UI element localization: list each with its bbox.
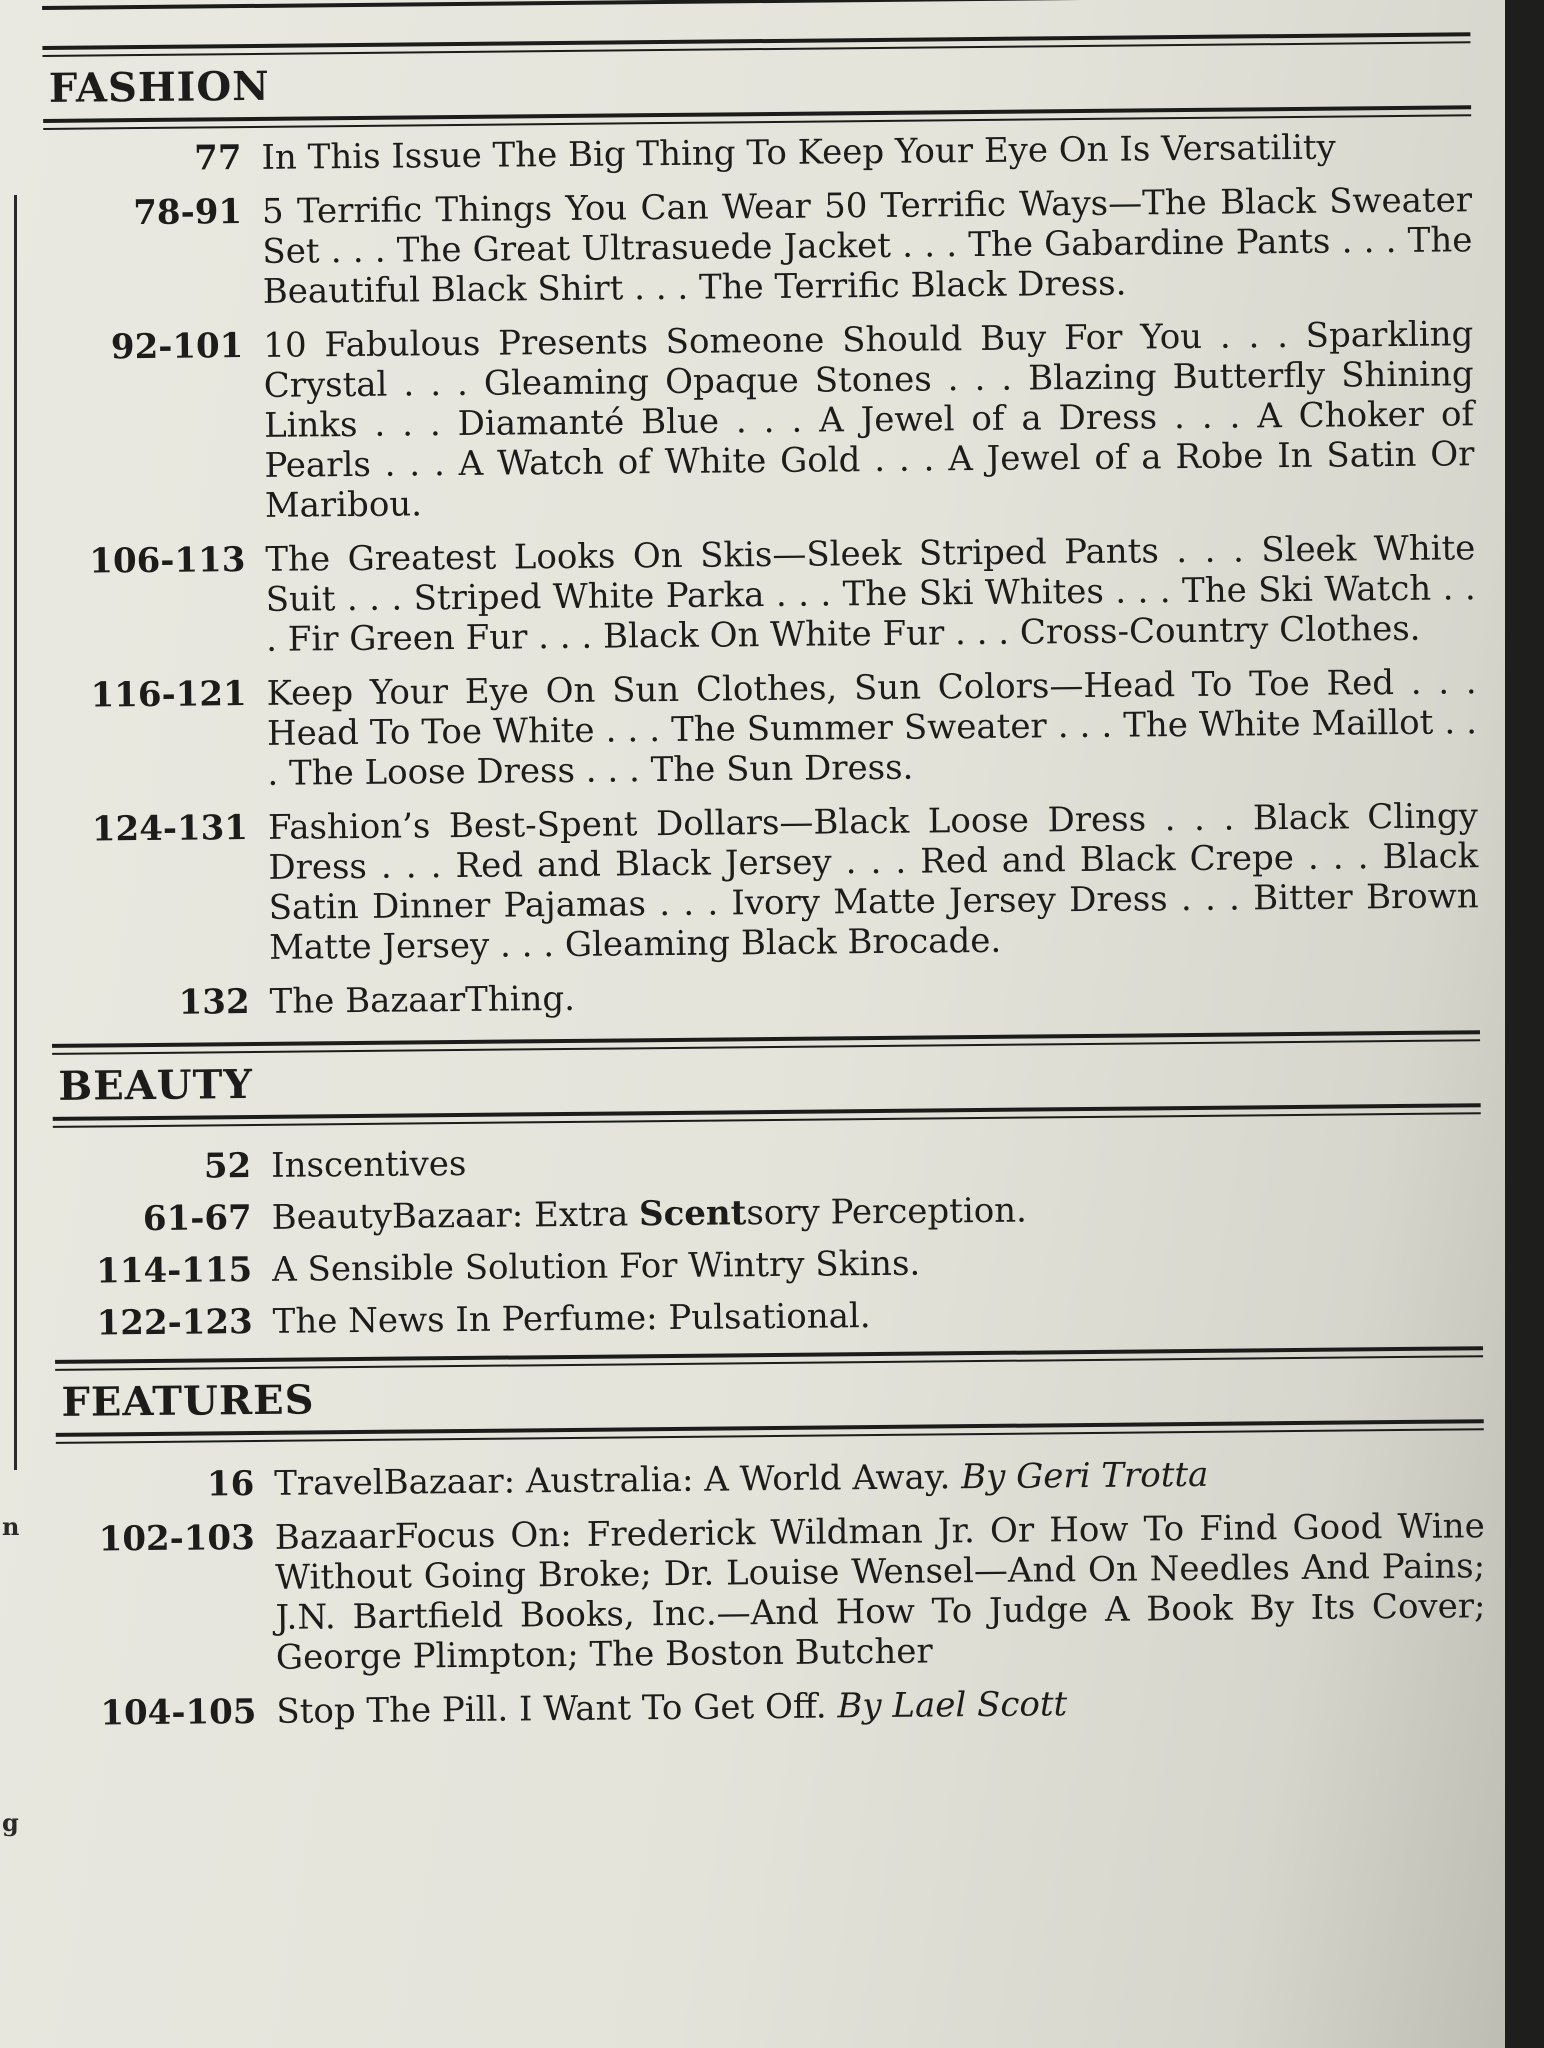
entry-title: BazaarFocus On: Frederick Wildman Jr. Or How To Find Good Wine Without Going Broke; Dr. Louise Wensel—And On Needles And Pains; J.N. Bartfield Books, Inc.—And How To Judge A Book By Its Cover; George Plimpton; The Boston Butcher: [274, 1506, 1486, 1678]
toc-entry: [54, 1452, 1484, 1506]
toc-entry: [45, 528, 1476, 662]
page-number: 78-91: [133, 192, 243, 234]
page-number: 104-105: [100, 1692, 257, 1734]
left-column-edge: [0, 195, 17, 1470]
toc-entry: [48, 796, 1479, 970]
toc-entry: [55, 1506, 1486, 1680]
toc-entry: [53, 1290, 1483, 1344]
toc-entry: [49, 970, 1479, 1024]
entry-title: [274, 1452, 1484, 1504]
entry-title-emphasis: Scent: [638, 1193, 747, 1235]
page-number: 132: [178, 982, 250, 1023]
entry-title: The News In Perfume: Pulsational.: [272, 1296, 871, 1342]
page-number: 102-103: [98, 1518, 255, 1560]
features-entries: [54, 1430, 1487, 1734]
section-fashion: [40, 32, 1479, 1024]
entry-title-part: TravelBazaar: Australia: A World Away.: [274, 1457, 951, 1504]
margin-fragment-1: n: [2, 1512, 20, 1541]
entry-title: 10 Fabulous Presents Someone Should Buy For You . . . Sparkling Crystal . . . Gleaming Opaque Stones . . . Blazing Butterfly Shining Links . . . Diamanté Blue . . . A Jewel of a Dress . . . A Choker of Pearls . . . A Watch of White Gold . . . A Jewel of a Robe In Satin Or Maribou.: [263, 314, 1475, 526]
section-title-beauty: BEAUTY: [58, 1061, 254, 1110]
page-number: 122-123: [96, 1302, 253, 1344]
page-number: 92-101: [110, 326, 244, 368]
section-title-features: FEATURES: [61, 1376, 315, 1426]
byline: By Lael Scott: [837, 1684, 1068, 1727]
section-title-fashion: FASHION: [48, 62, 270, 112]
entry-title: The Greatest Looks On Skis—Sleek Striped Pants . . . Sleek White Suit . . . Striped White Parka . . . The Ski Whites . . . The Ski Watch . . . Fir Green Fur . . . Black On White Fur . . . Cross-Country Clothes.: [265, 528, 1476, 660]
fashion-entries: [41, 116, 1480, 1024]
contents-column: [40, 0, 1487, 1748]
entry-title-part: BeautyBazaar: Extra: [271, 1194, 640, 1238]
page-number: 52: [203, 1146, 252, 1187]
entry-title: A Sensible Solution For Wintry Skins.: [272, 1243, 921, 1290]
entry-title: Keep Your Eye On Sun Clothes, Sun Colors—Head To Toe Red . . . Head To Toe White . . . The Summer Sweater . . . The White Maillot . . . The Loose Dress . . . The Sun Dress.: [266, 662, 1478, 794]
toc-entry: [41, 126, 1471, 180]
entry-title: The BazaarThing.: [269, 978, 576, 1022]
toc-entry: [52, 1186, 1482, 1240]
beauty-entries: [51, 1114, 1483, 1344]
toc-entry: [43, 314, 1475, 528]
page-number: 77: [194, 138, 242, 179]
toc-entry: [51, 1134, 1481, 1188]
page-number: 16: [206, 1464, 255, 1505]
top-rule: [42, 0, 1470, 10]
entry-title: 5 Terrific Things You Can Wear 50 Terrific Ways—The Black Sweater Set . . . The Great Ultrasuede Jacket . . . The Gabardine Pants . . . The Beautiful Black Shirt . . . The Terrific Black Dress.: [261, 180, 1473, 312]
toc-entry: [52, 1238, 1482, 1292]
toc-entry: [46, 662, 1477, 796]
toc-entry: [56, 1680, 1486, 1734]
page-number: 106-113: [89, 540, 246, 582]
byline: By Geri Trotta: [960, 1454, 1209, 1498]
page-number: 61-67: [142, 1198, 252, 1240]
margin-fragment-2: g: [2, 1808, 19, 1837]
entry-title: Fashion’s Best-Spent Dollars—Black Loose Dress . . . Black Clingy Dress . . . Red and Black Jersey . . . Red and Black Crepe . . . Black Satin Dinner Pajamas . . . Ivory Matte Jersey Dress . . . Bitter Brown Matte Jersey . . . Gleaming Black Brocade.: [267, 796, 1479, 968]
entry-title: [272, 1186, 1482, 1238]
page-number: 124-131: [91, 808, 249, 850]
section-features: [53, 1346, 1487, 1734]
entry-title-part: sory Perception.: [746, 1190, 1028, 1234]
entry-title: In This Issue The Big Thing To Keep Your Eye On Is Versatility: [261, 127, 1336, 178]
entry-title: [276, 1680, 1486, 1732]
toc-entry: [42, 180, 1473, 314]
section-beauty: [50, 1030, 1483, 1344]
entry-title: Inscentives: [271, 1143, 467, 1186]
entry-title-part: Stop The Pill. I Want To Get Off.: [276, 1686, 827, 1732]
page-number: 114-115: [95, 1250, 253, 1292]
page-number: 116-121: [90, 674, 247, 716]
